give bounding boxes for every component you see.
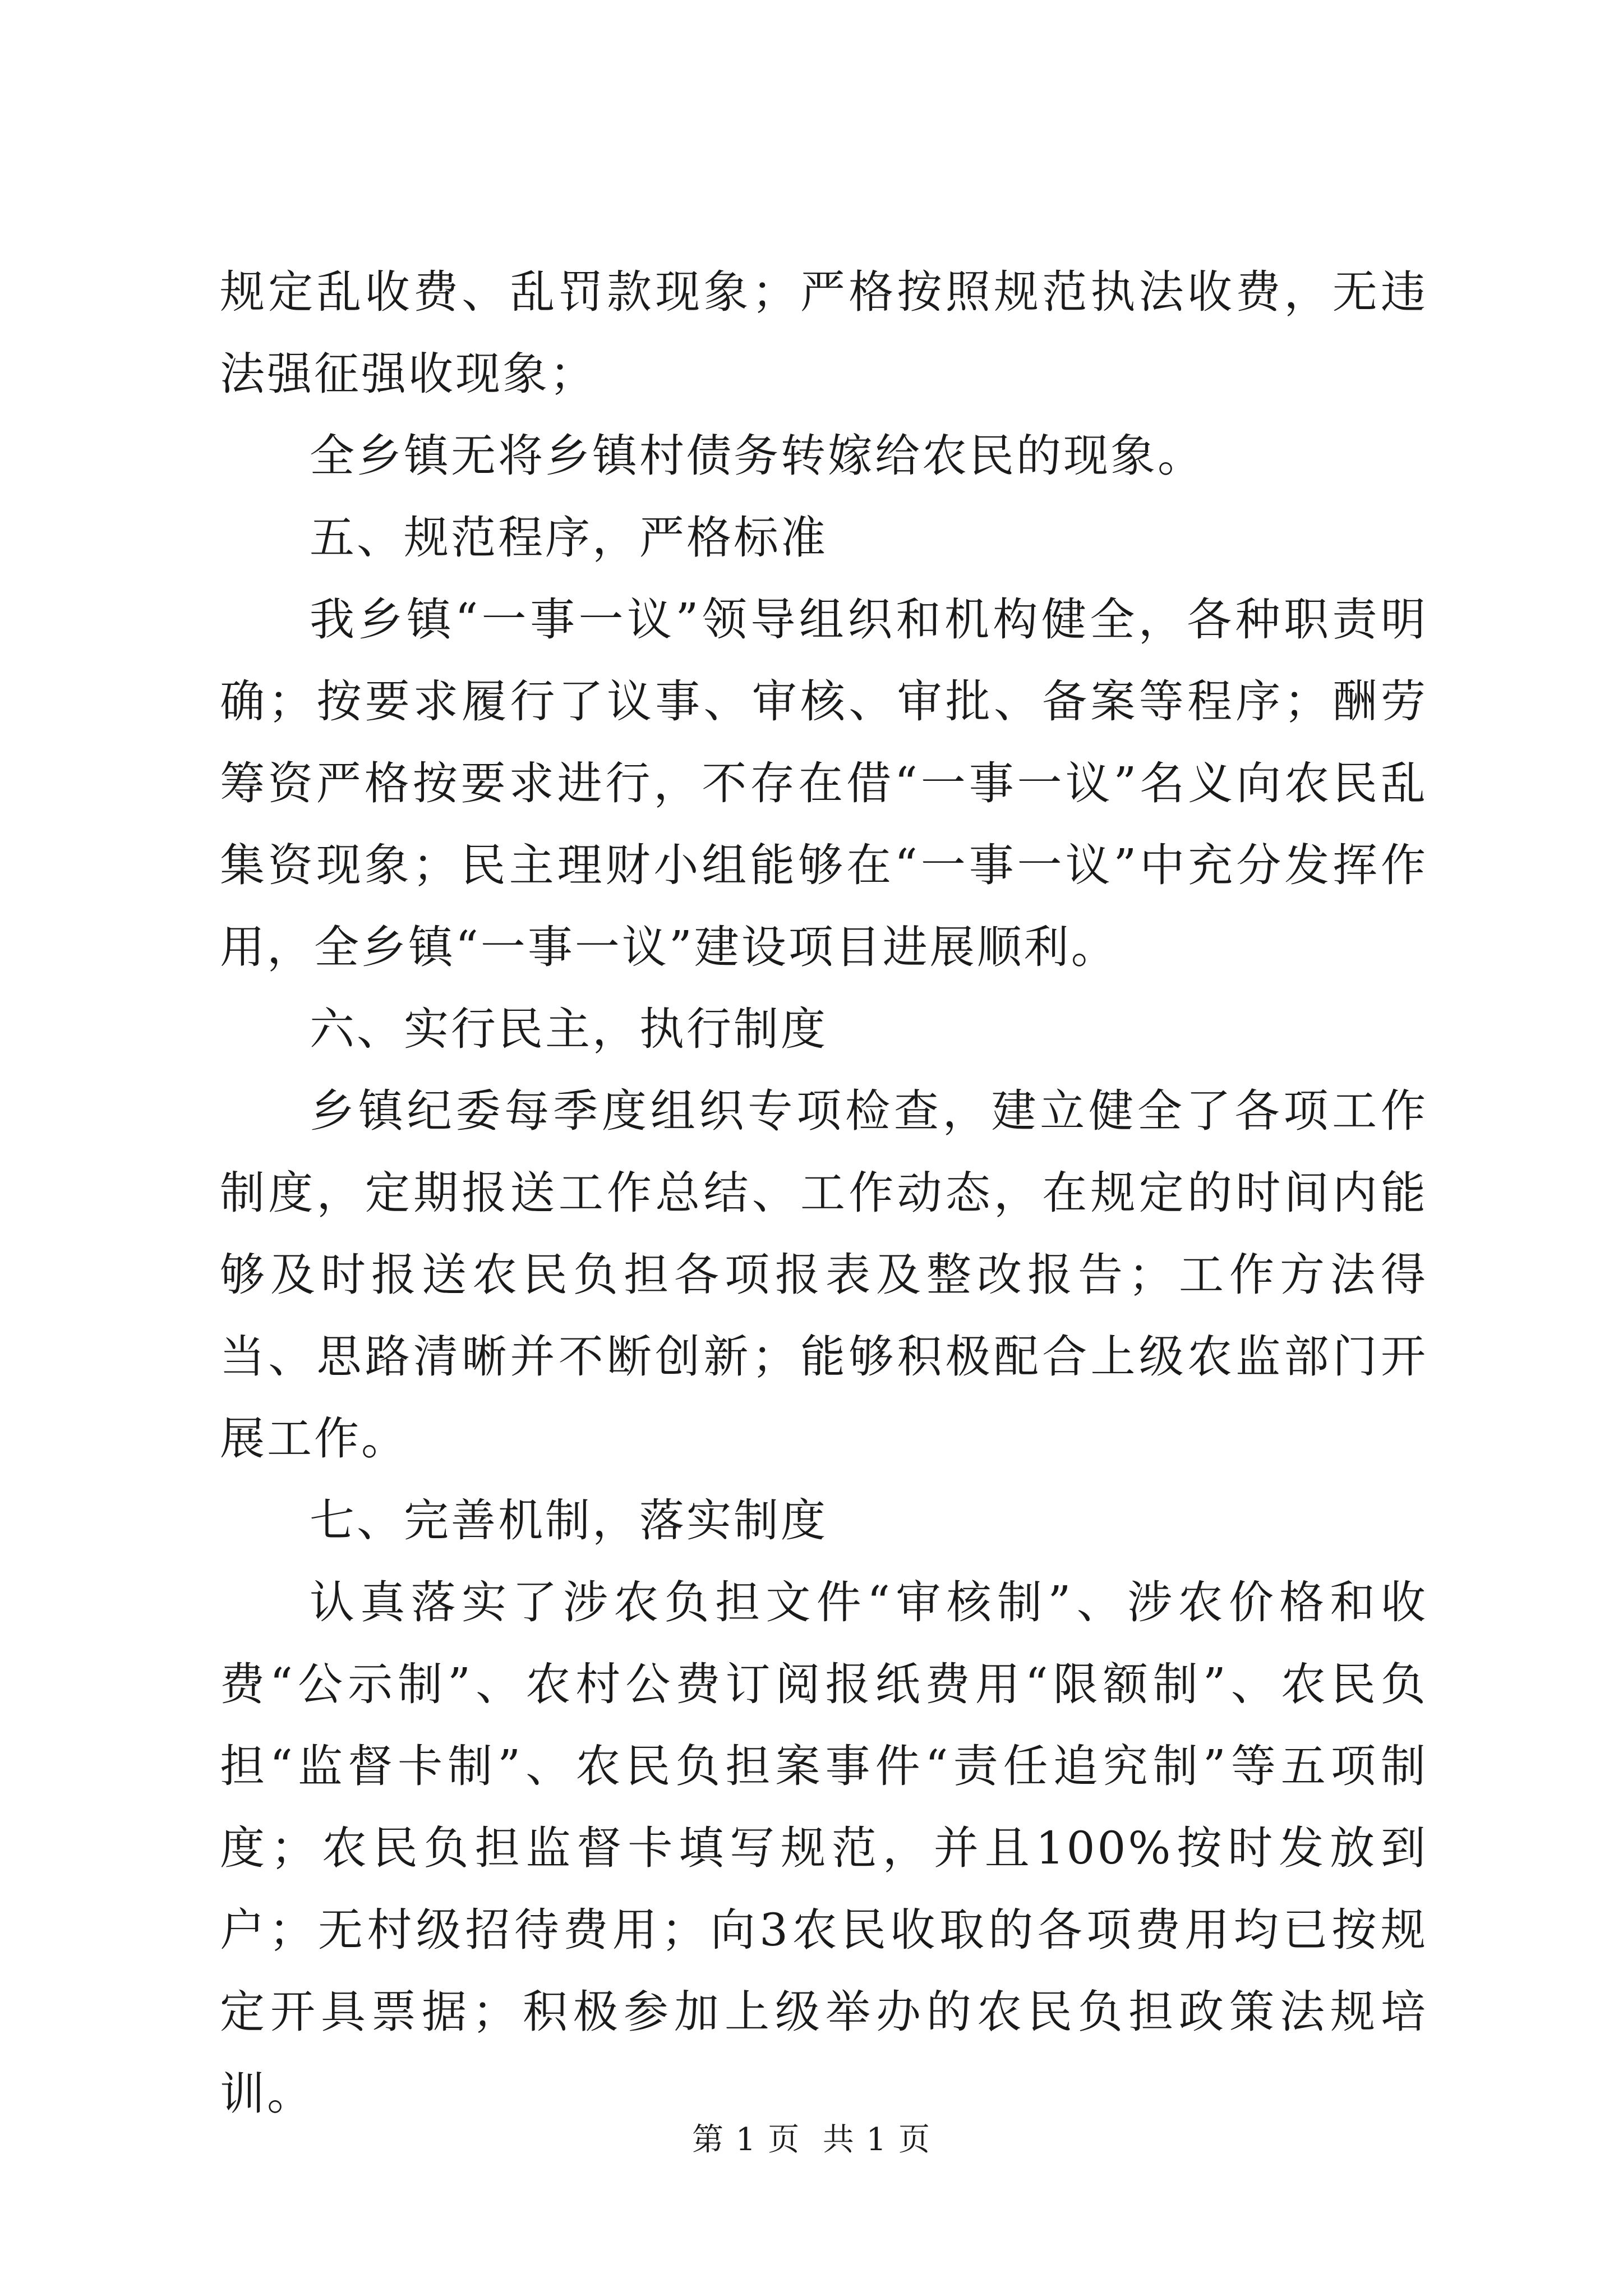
paragraph-2: 全乡镇无将乡镇村债务转嫁给农民的现象。 (310, 430, 1205, 482)
paragraph-3: 我乡镇“一事一议”领导组织和机构健全，各种职责明确；按要求履行了议事、审核、审批、备案等程序；酬劳筹资严格按要求进行，不存在借“一事一议”名义向农民乱集资现象；民主理财小组能够在“一事一议”中充分发挥作用，全乡镇“一事一议”建设项目进展顺利。 (220, 593, 1428, 973)
section-heading-7: 七、完善机制，落实制度 (310, 1494, 828, 1547)
page-footer (0, 2120, 1623, 2160)
paragraph-5: 认真落实了涉农负担文件“审核制”、涉农价格和收费“公示制”、农村公费订阅报纸费用“限额制”、农民负担“监督卡制”、农民负担案事件“责任追究制”等五项制度；农民负担监督卡填写规范，并且100%按时发放到户；无村级招待费用；向3农民收取的各项费用均已按规定开具票据；积极参加上级举办的农民负担政策法规培训。 (220, 1576, 1428, 2120)
paragraph-4: 乡镇纪委每季度组织专项检查，建立健全了各项工作制度，定期报送工作总结、工作动态，在规定的时间内能够及时报送农民负担各项报表及整改报告；工作方法得当、思路清晰并不断创新；能够积极配合上级农监部门开展工作。 (220, 1085, 1428, 1465)
page-number-label: 第 1 页 共 1 页 (691, 2122, 932, 2158)
paragraph-1: 规定乱收费、乱罚款现象；严格按照规范执法收费，无违法强征强收现象； (220, 266, 1428, 400)
section-heading-5: 五、规范程序，严格标准 (310, 512, 828, 564)
section-heading-6: 六、实行民主，执行制度 (310, 1003, 828, 1055)
document-body (220, 251, 1428, 2135)
